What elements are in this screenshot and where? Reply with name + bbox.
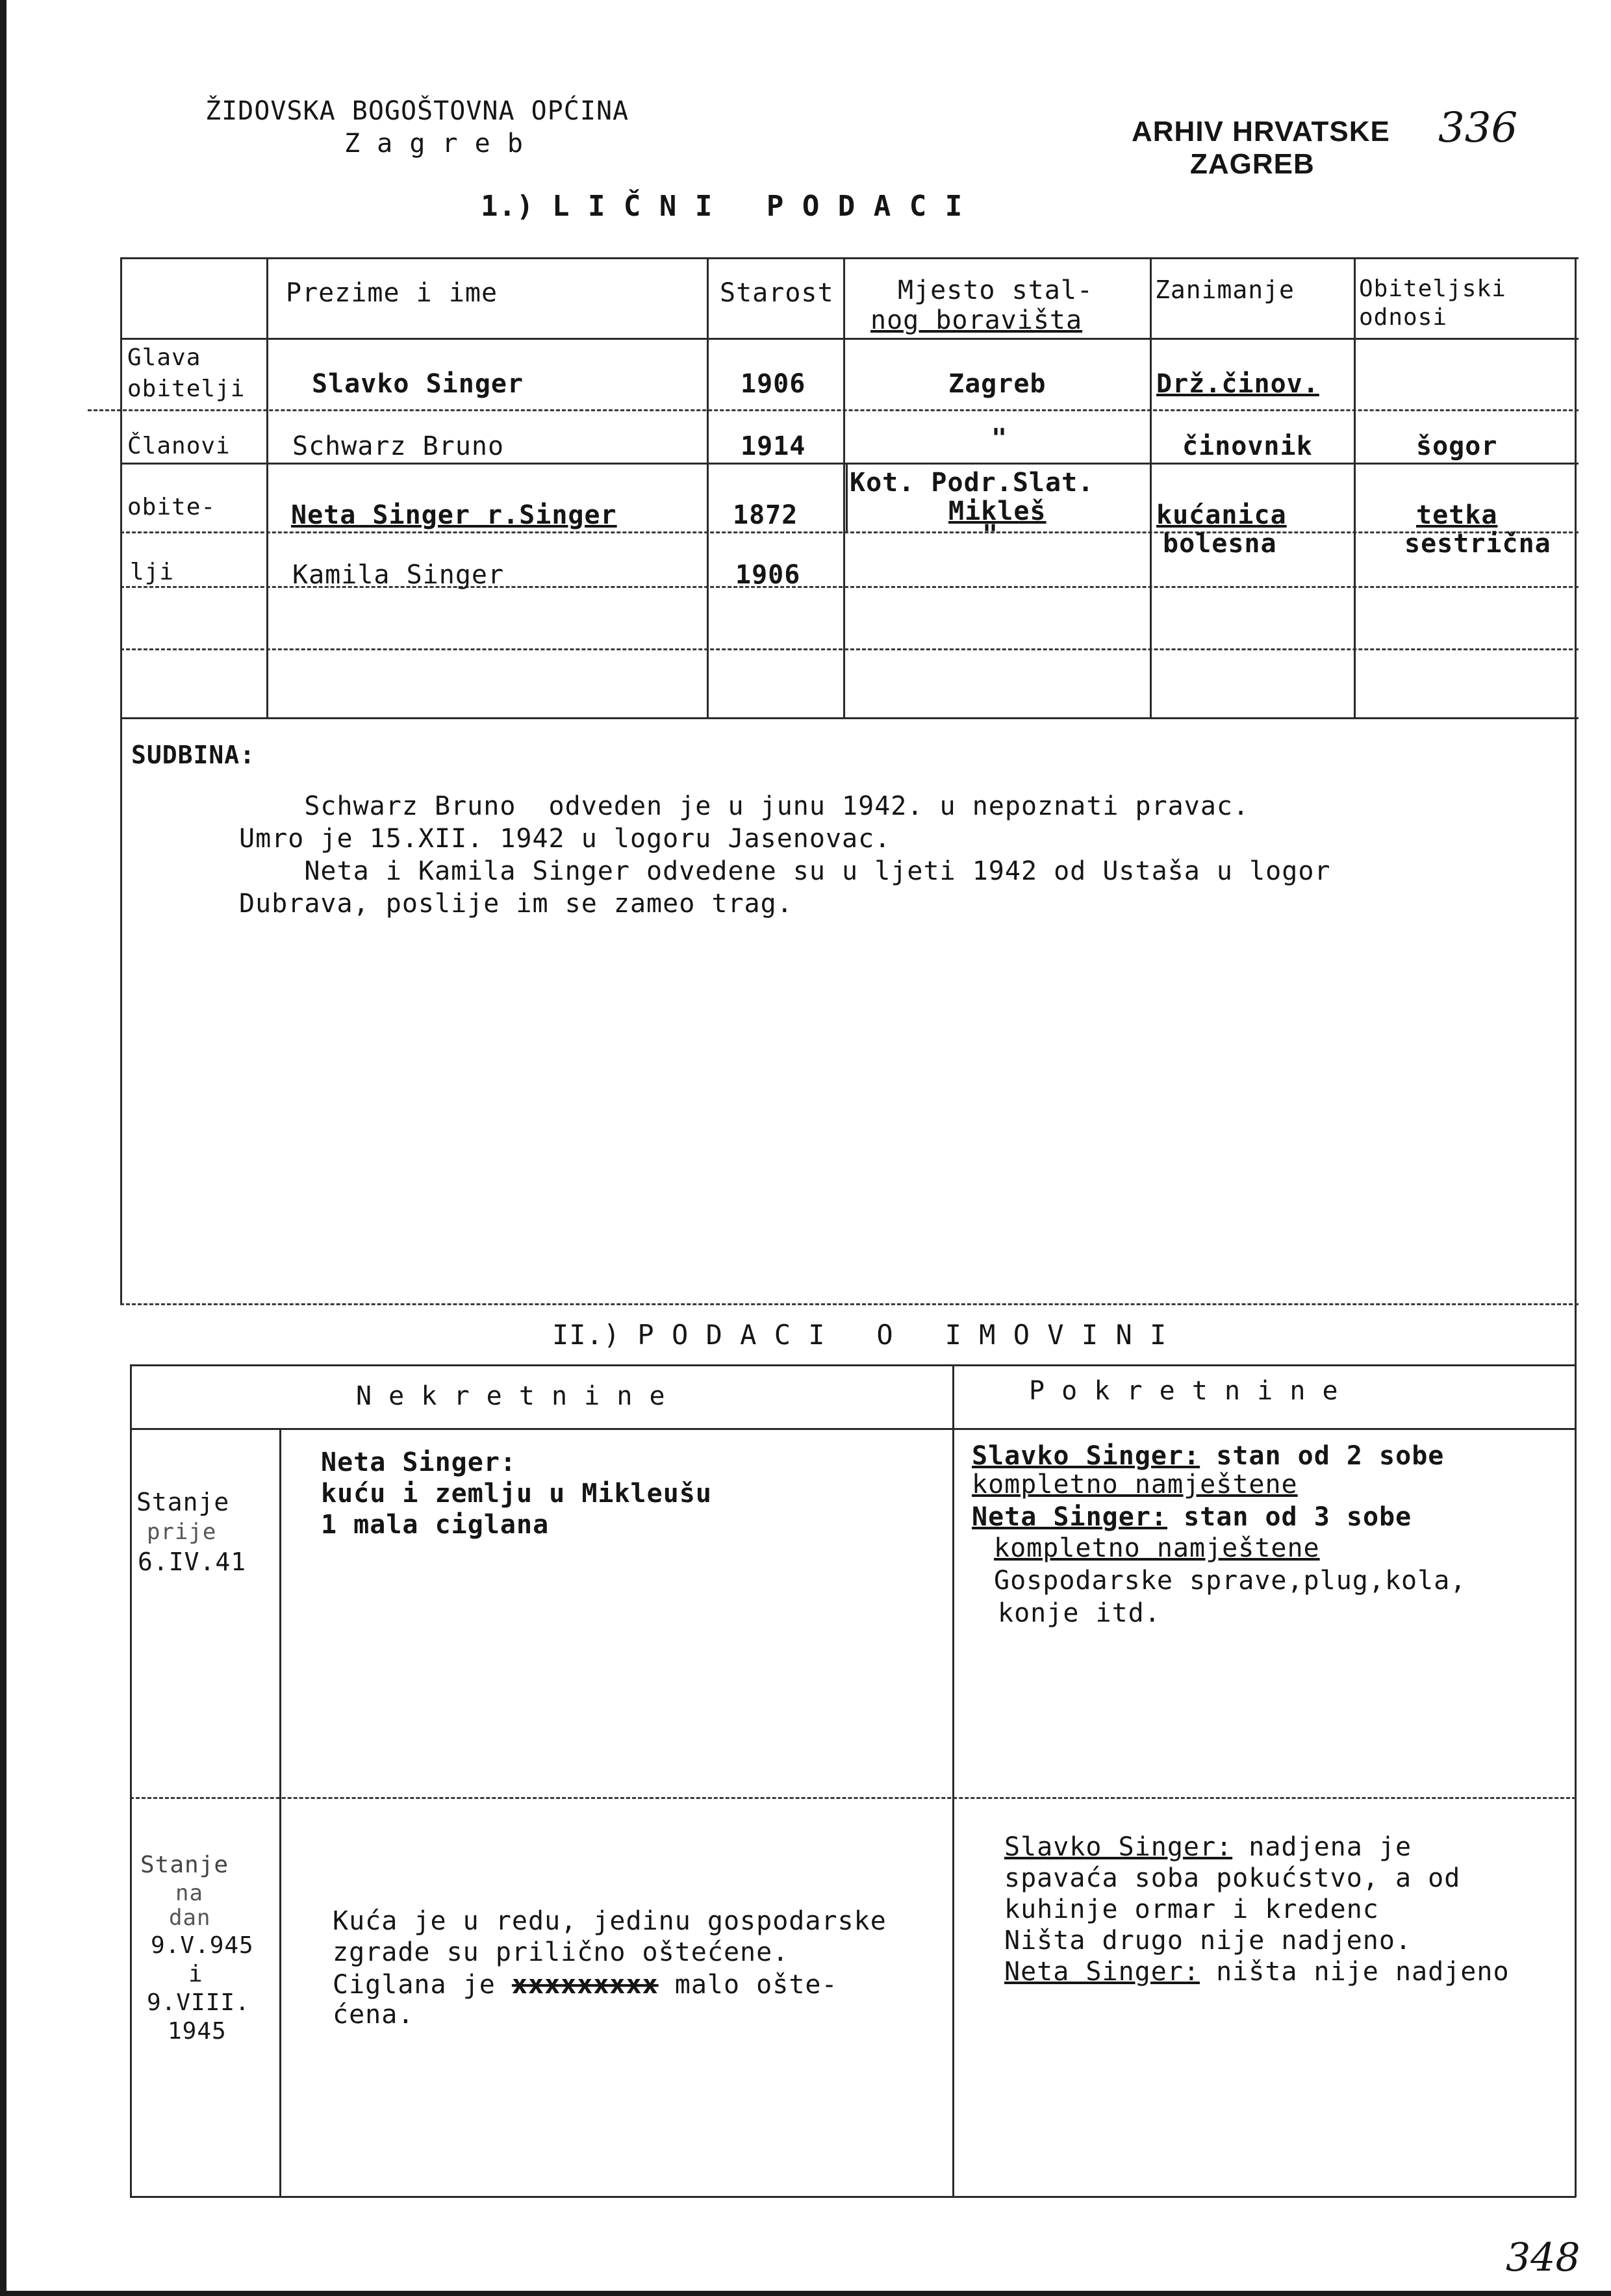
row3-residence-2: Mikleš (948, 496, 1047, 526)
after-movable-owner-neta: Neta Singer: (1004, 1957, 1200, 1987)
after-movable-1 (1004, 1832, 1412, 1862)
after-label-6: 9.VIII. (147, 1989, 250, 2016)
page-right-border (1575, 257, 1577, 2197)
property-top-rule (130, 1364, 1576, 1366)
property-left-border (130, 1364, 132, 2196)
archive-stamp-line2: ZAGREB (1190, 148, 1315, 180)
header-residence-2: nog boravišta (870, 305, 1083, 335)
fate-label: SUDBINA: (131, 741, 256, 769)
row1-residence: Zagreb (948, 369, 1047, 399)
before-movable-2: kompletno namještene (972, 1470, 1298, 1499)
after-real-estate-struck: xxxxxxxxx (511, 1970, 659, 2000)
row1-name: Slavko Singer (312, 369, 524, 399)
after-label-5: i (188, 1961, 203, 1987)
header-age: Starost (720, 278, 834, 308)
property-middle-rule (130, 1797, 1576, 1799)
label-members-3: lji (130, 559, 175, 585)
property-label-col (279, 1428, 281, 2196)
table-row5-rule (120, 648, 1579, 650)
after-label-7: 1945 (168, 2018, 227, 2045)
fate-bottom-rule (120, 1303, 1579, 1305)
org-name: ŽIDOVSKA BOGOŠTOVNA OPĆINA (205, 96, 629, 126)
after-real-estate-3b: malo ošte- (658, 1970, 838, 2000)
after-label-1: Stanje (140, 1852, 229, 1878)
row3-name: Neta Singer r.Singer (291, 500, 617, 530)
after-label-2: na (175, 1880, 203, 1906)
row3-residence-1: Kot. Podr.Slat. (850, 468, 1095, 498)
row1-occupation: Drž.činov. (1156, 369, 1319, 399)
table-row2-rule (120, 463, 1579, 465)
before-movable-4: kompletno namještene (994, 1533, 1320, 1563)
header-residence-1: Mjesto stal- (898, 275, 1093, 305)
after-movable-text-1: nadjena je (1232, 1832, 1412, 1862)
fate-line-1: Schwarz Bruno odveden je u junu 1942. u nepoznati pravac. (239, 791, 1250, 821)
header-relation-2: odnosi (1359, 304, 1448, 331)
row4-relation: sestrična (1404, 529, 1551, 559)
after-movable-text-5: ništa nije nadjeno (1199, 1957, 1510, 1987)
section-property-title: II.) P O D A C I O I M O V I N I (552, 1319, 1167, 1351)
col-real-estate-header: N e k r e t n i n e (356, 1381, 666, 1411)
fate-line-4: Dubrava, poslije im se zameo trag. (239, 889, 793, 919)
fate-line-2: Umro je 15.XII. 1942 u logoru Jasenovac. (239, 824, 891, 854)
label-members-1: Članovi (127, 433, 231, 459)
after-movable-5 (1004, 1957, 1510, 1987)
label-head-2: obitelji (127, 376, 246, 402)
before-real-estate-2: kuću i zemlju u Mikleušu (321, 1479, 712, 1509)
after-label-4: 9.V.945 (151, 1932, 254, 1959)
table-col-line-5 (1354, 257, 1356, 717)
before-movable-text-1: stan od 2 sobe (1200, 1441, 1445, 1471)
row1-year: 1906 (741, 369, 806, 399)
header-name: Prezime i ime (286, 278, 498, 308)
after-movable-4: Ništa drugo nije nadjeno. (1004, 1926, 1412, 1956)
row4-residence: " (982, 520, 999, 550)
after-movable-2: spavaća soba pokućstvo, a od (1004, 1863, 1461, 1893)
org-city: Z a g r e b (344, 129, 524, 159)
before-real-estate-1: Neta Singer: (321, 1448, 516, 1477)
row2-residence: " (991, 424, 1008, 453)
before-label-3: 6.IV.41 (138, 1548, 247, 1576)
row4-occupation: bolesna (1163, 529, 1277, 559)
before-movable-3 (972, 1502, 1412, 1532)
archive-handwritten-number: 336 (1438, 104, 1518, 152)
before-movable-text-3: stan od 3 sobe (1167, 1502, 1412, 1532)
after-real-estate-1: Kuća je u redu, jedinu gospodarske (333, 1906, 887, 1936)
property-bottom-rule (130, 2196, 1576, 2198)
table-col-line-4 (1150, 257, 1152, 717)
label-members-2: obite- (127, 494, 216, 520)
page-number: 348 (1506, 2235, 1580, 2280)
before-movable-6: konje itd. (998, 1598, 1161, 1628)
table-header-rule (120, 338, 1579, 340)
after-real-estate-4: ćena. (333, 2000, 414, 2030)
residence-cell-left (846, 463, 848, 531)
section-personal-title: 1.) L I Č N I P O D A C I (481, 190, 963, 223)
header-relation-1: Obiteljski (1359, 275, 1506, 302)
before-movable-owner-neta: Neta Singer: (972, 1502, 1167, 1532)
before-movable-5: Gospodarske sprave,plug,kola, (994, 1566, 1467, 1596)
row2-occupation: činovnik (1182, 431, 1313, 461)
before-label-2: prije (147, 1519, 217, 1545)
before-movable-1 (972, 1441, 1444, 1471)
label-head-1: Glava (127, 344, 201, 371)
row2-year: 1914 (741, 431, 806, 461)
table-col-line-2 (707, 257, 709, 717)
table-row3-rule (120, 531, 1579, 533)
after-movable-owner-slavko: Slavko Singer: (1004, 1832, 1233, 1862)
before-real-estate-3: 1 mala ciglana (321, 1510, 550, 1540)
before-movable-owner-slavko: Slavko Singer: (972, 1441, 1200, 1471)
after-real-estate-3a: Ciglana je (333, 1970, 512, 2000)
row4-name: Kamila Singer (292, 560, 505, 590)
before-label-1: Stanje (136, 1488, 230, 1516)
property-mid-col (952, 1364, 954, 2196)
row3-year: 1872 (733, 500, 798, 530)
table-top-rule (120, 257, 1579, 259)
page-left-border (120, 257, 122, 1303)
after-real-estate-3 (333, 1970, 838, 2000)
after-movable-3: kuhinje ormar i kredenc (1004, 1894, 1379, 1924)
after-real-estate-2: zgrade su prilično oštećene. (333, 1937, 789, 1967)
row2-relation: šogor (1416, 431, 1498, 461)
after-label-3: dan (169, 1905, 211, 1931)
archive-stamp-line1: ARHIV HRVATSKE (1132, 116, 1390, 147)
property-header-rule (130, 1428, 1576, 1430)
table-col-line-3 (843, 257, 845, 717)
col-movable-header: P o k r e t n i n e (1029, 1376, 1339, 1406)
table-col-line-1 (266, 257, 268, 717)
table-bottom-rule (120, 717, 1579, 719)
header-occupation: Zanimanje (1155, 275, 1295, 304)
row4-year: 1906 (735, 560, 801, 590)
row2-name: Schwarz Bruno (292, 431, 505, 461)
fate-line-3: Neta i Kamila Singer odvedene su u ljeti 1942 od Ustaša u logor (239, 856, 1331, 886)
row3-relation: tetka (1416, 500, 1498, 530)
row3-occupation: kućanica (1156, 500, 1287, 530)
